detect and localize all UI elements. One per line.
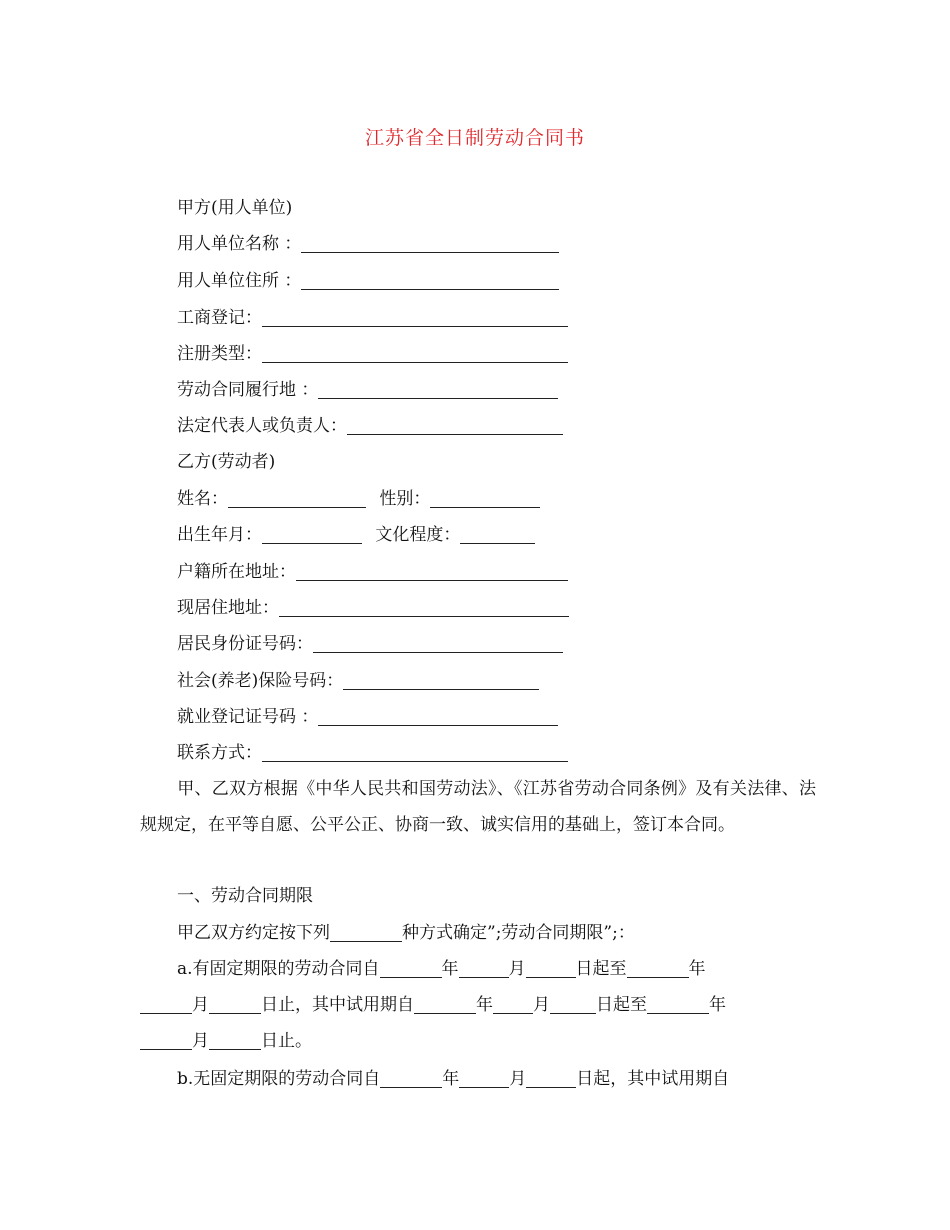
option-a-text: a.有固定期限的劳动合同自 — [177, 959, 380, 979]
field-reg-type — [177, 341, 568, 367]
field-label: 劳动合同履行地 ： — [177, 380, 319, 400]
field-place — [177, 377, 558, 403]
employment-reg-input[interactable] — [318, 707, 558, 726]
field-contact — [177, 740, 568, 766]
field-label: 性别： — [379, 489, 431, 509]
education-input[interactable] — [460, 525, 535, 544]
contact-input[interactable] — [262, 743, 568, 762]
year-label: 年 — [441, 959, 459, 979]
party-a-heading: 甲方(用人单位) — [177, 198, 293, 218]
field-unit-name — [177, 231, 559, 257]
field-label: 社会(养老)保险号码： — [177, 671, 344, 691]
agree-text: 甲乙双方约定按下列 — [177, 923, 330, 943]
reg-type-input[interactable] — [262, 344, 568, 363]
day-end-label: 日止。 — [261, 1031, 312, 1051]
day-from-label: 日起至 — [575, 959, 627, 979]
option-b-mid: 日起，其中试用期自 — [576, 1069, 730, 1089]
day-to-trial-label: 日止，其中试用期自 — [261, 995, 414, 1015]
a-end-day[interactable] — [209, 995, 261, 1014]
registration-input[interactable] — [262, 308, 568, 327]
trial-start-year[interactable] — [414, 995, 476, 1014]
month-label: 月 — [192, 1031, 209, 1051]
a-end-month[interactable] — [140, 995, 192, 1014]
trial-start-day[interactable] — [550, 995, 596, 1014]
field-social — [177, 668, 539, 694]
year-label: 年 — [442, 1069, 460, 1089]
hukou-input[interactable] — [296, 562, 568, 581]
field-label: 姓名： — [177, 489, 228, 509]
field-birth-education — [177, 522, 535, 548]
field-label: 户籍所在地址： — [177, 562, 296, 582]
month-label: 月 — [192, 995, 209, 1015]
field-employment-reg — [177, 704, 558, 730]
option-a-paragraph — [140, 951, 816, 1059]
agree-line — [177, 920, 635, 946]
option-b-paragraph — [140, 1061, 816, 1097]
field-id-no — [177, 631, 563, 657]
a-end-year[interactable] — [627, 959, 689, 978]
field-label: 居民身份证号码： — [177, 634, 313, 654]
trial-end-day[interactable] — [209, 1031, 261, 1050]
intro-paragraph — [140, 771, 816, 843]
name-input[interactable] — [228, 489, 366, 508]
residence-input[interactable] — [279, 598, 569, 617]
unit-name-input[interactable] — [301, 234, 559, 253]
agree-text-2: 种方式确定”;劳动合同期限”;： — [402, 923, 635, 943]
month-label: 月 — [508, 959, 526, 979]
social-input[interactable] — [343, 671, 539, 690]
place-input[interactable] — [318, 380, 558, 399]
field-label: 工商登记： — [177, 308, 262, 328]
month-label: 月 — [509, 1069, 527, 1089]
trial-start-month[interactable] — [493, 995, 533, 1014]
gender-input[interactable] — [430, 489, 540, 508]
field-registration — [177, 305, 568, 331]
field-label: 出生年月： — [177, 525, 262, 545]
a-start-year[interactable] — [380, 959, 442, 978]
day-from-label: 日起至 — [596, 995, 647, 1015]
b-start-day[interactable] — [526, 1069, 576, 1088]
field-label: 文化程度： — [375, 525, 461, 545]
year-label: 年 — [709, 995, 726, 1015]
b-start-year[interactable] — [380, 1069, 442, 1088]
month-label: 月 — [533, 995, 550, 1015]
b-start-month[interactable] — [459, 1069, 509, 1088]
legal-rep-input[interactable] — [347, 416, 563, 435]
field-label: 现居住地址： — [177, 598, 279, 618]
field-label: 用人单位名称 ： — [177, 234, 302, 254]
field-name-gender — [177, 486, 540, 512]
section-1-heading: 一、劳动合同期限 — [177, 886, 313, 906]
trial-end-year[interactable] — [647, 995, 709, 1014]
field-residence — [177, 595, 569, 621]
method-blank[interactable] — [330, 923, 402, 942]
option-b-text: b.无固定期限的劳动合同自 — [177, 1069, 381, 1089]
document-title: 江苏省全日制劳动合同书 — [364, 127, 585, 149]
field-label: 法定代表人或负责人： — [177, 416, 347, 436]
birth-input[interactable] — [262, 525, 362, 544]
field-legal-rep — [177, 413, 563, 439]
field-label: 用人单位住所 ： — [177, 271, 302, 291]
a-start-month[interactable] — [459, 959, 509, 978]
intro-text: 甲、乙双方根据《中华人民共和国劳动法》、《江苏省劳动合同条例》及有关法律、法规规定，在平等自愿、公平公正、协商一致、诚实信用的基础上，签订本合同。 — [140, 779, 816, 835]
id-no-input[interactable] — [313, 634, 563, 653]
unit-address-input[interactable] — [301, 271, 559, 290]
field-label: 就业登记证号码 ： — [177, 707, 319, 727]
a-start-day[interactable] — [526, 959, 576, 978]
trial-end-month[interactable] — [140, 1031, 192, 1050]
field-label: 联系方式： — [177, 743, 262, 763]
field-label: 注册类型： — [177, 344, 262, 364]
year-label: 年 — [476, 995, 493, 1015]
party-b-heading: 乙方(劳动者) — [177, 452, 276, 472]
year-label: 年 — [688, 959, 706, 979]
field-unit-address — [177, 268, 559, 294]
field-hukou — [177, 559, 568, 585]
